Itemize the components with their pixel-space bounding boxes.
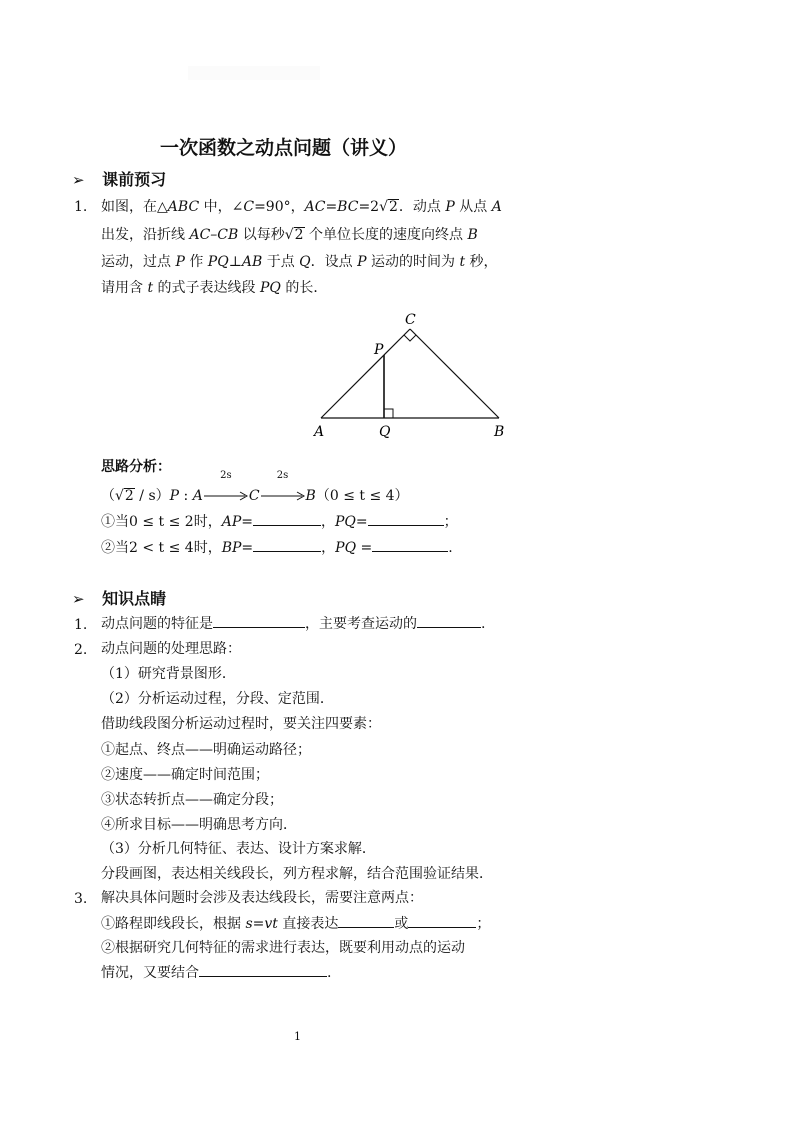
segment-ac: AC [304,199,326,215]
segment-ap: AP [221,514,242,530]
knowledge-2-step-1: （1）研究背景图形． [101,666,236,682]
route-arrow-2 [260,470,306,509]
radicand: 2 [389,199,398,215]
knowledge-2-element-3: ③状态转折点——确定分段； [101,792,283,808]
perp-symbol: ⊥ [228,254,242,270]
header-placeholder [188,66,320,80]
label-q: Q [379,424,391,440]
label-c: C [405,312,416,328]
segment-pq: PQ [260,280,281,296]
arrow-label: 2s [220,470,232,481]
text: = [241,514,253,530]
analysis-case-1 [101,509,458,535]
text: =90°， [254,199,305,215]
analysis-route [101,470,409,509]
point-b: B [467,227,478,243]
text: 出发，沿折线 [101,227,190,243]
answer-blank[interactable] [417,612,481,628]
answer-blank[interactable] [368,510,444,526]
route-arrow-1 [203,470,249,509]
arrow-label: 2s [276,470,289,481]
knowledge-3-point-2a: ②根据研究几何特征的需求进行表达，既要利用动点的运动 [101,940,465,956]
text: : [179,488,193,504]
radical-icon: √ [115,488,124,504]
knowledge-2-step-2b: 借助线段图分析运动过程时，要关注四要素： [101,716,381,732]
text: ①路程即线段长，根据 [101,916,246,932]
text: ①当0 ≤ t ≤ 2时， [101,514,222,530]
variable-t: t [147,280,154,296]
text: 直接表达 [277,916,339,932]
segment-bp: BP [221,540,242,556]
answer-blank[interactable] [338,912,394,928]
label-a: A [314,424,325,440]
text: =2 [358,199,380,215]
knowledge-2-step-2: （2）分析运动过程，分段、定范围． [101,691,334,707]
problem-1-line-2 [101,222,478,248]
right-angle-mark-c [404,335,416,341]
point-c: C [248,488,260,504]
knowledge-2-step-3: （3）分析几何特征、表达、设计方案求解． [101,841,376,857]
text: . [327,965,332,981]
text: . [481,616,486,632]
segment-bc: BC [337,199,359,215]
arrow-bullet-icon: ➢ [72,171,85,189]
text: 以每秒 [238,227,285,243]
triangle-name: ABC [167,199,200,215]
analysis-case-2 [101,535,453,561]
knowledge-2-element-2: ②速度——确定时间范围； [101,767,269,783]
text: = [356,540,373,556]
side-cb [410,329,499,418]
page-number: 1 [294,1030,301,1043]
answer-blank[interactable] [199,961,327,977]
time-range: （0 ≤ t ≤ 4） [315,488,409,504]
text: 作 [184,254,208,270]
answer-blank[interactable] [408,912,476,928]
knowledge-3-point-1 [101,911,490,937]
segment-pq: PQ [335,540,357,556]
point-p: P [169,488,180,504]
text: 于点 [262,254,300,270]
label-b: B [494,424,505,440]
section-1-heading [72,167,166,190]
text: ．动点 [398,199,446,215]
text: 情况，又要结合 [101,965,199,981]
text: ； [476,916,491,932]
point-p: P [445,199,455,215]
answer-blank[interactable] [213,612,305,628]
problem-1-line-4 [101,275,327,301]
point-p: P [357,254,367,270]
formula: s=vt [245,916,278,932]
radicand: 2 [294,227,304,243]
knowledge-3-point-2b [101,960,331,986]
text: 如图，在△ [101,199,168,215]
segment-ab: AB [241,254,263,270]
segment-pq: PQ [334,514,356,530]
text: ②当2 < t ≤ 4时， [101,540,222,556]
analysis-heading: 思路分析： [101,459,171,475]
knowledge-2-element-4: ④所求目标——明确思考方向． [101,817,297,833]
text: ．设点 [310,254,358,270]
knowledge-3-number: 3. [74,891,88,907]
answer-blank[interactable] [253,536,321,552]
text: 秒， [465,254,498,270]
point-a: A [192,488,203,504]
arrow-bullet-icon: ➢ [72,590,85,608]
segment-pq: PQ [207,254,229,270]
text: 动点问题的特征是 [101,616,213,632]
text: ，主要考查运动的 [305,616,417,632]
section-2-heading [72,586,166,609]
text: 的式子表达线段 [153,280,260,296]
knowledge-1-number: 1. [74,617,88,633]
problem-1-number: 1. [74,199,88,215]
text: 的长． [280,280,328,296]
text: 请用含 [101,280,148,296]
text: 从点 [454,199,492,215]
answer-blank[interactable] [253,510,321,526]
side-ac [321,329,410,418]
text: = [325,199,338,215]
triangle-diagram [300,308,520,444]
right-angle-mark-q [384,409,393,418]
path-ac-cb: AC–CB [189,227,239,243]
section-2-label: 知识点睛 [102,589,167,608]
radicand: 2 [124,488,134,504]
text: 个单位长度的速度向终点 [304,227,468,243]
answer-blank[interactable] [372,536,448,552]
knowledge-2-number: 2. [74,642,88,658]
knowledge-1-line [101,611,485,637]
text: ， [320,514,335,530]
knowledge-2-step-3b: 分段画图，表达相关线段长，列方程求解，结合范围验证结果． [101,866,493,882]
variable-t: t [459,254,466,270]
text: 运动，过点 [101,254,176,270]
text: ， [321,540,336,556]
knowledge-2-head: 动点问题的处理思路： [101,641,241,657]
text: 或 [394,916,409,932]
problem-1-line-3 [101,249,498,275]
text: （ [101,488,115,504]
text: = [355,514,368,530]
label-p: P [374,342,384,358]
point-b: B [305,488,316,504]
right-arrow-icon [260,491,306,501]
knowledge-2-element-1: ①起点、终点——明确运动路径； [101,742,311,758]
text: / s） [134,488,170,504]
problem-1-line-1 [101,194,502,220]
right-arrow-icon [203,491,249,501]
text: . [448,540,453,556]
text: 中，∠ [199,199,244,215]
angle-vertex: C [243,199,255,215]
page-title: 一次函数之动点问题（讲义） [160,137,408,159]
knowledge-3-head: 解决具体问题时会涉及表达线段长，需要注意两点： [101,890,423,906]
point-p: P [175,254,185,270]
section-1-label: 课前预习 [102,170,167,189]
text: ； [443,514,458,530]
radical-icon: √ [284,227,294,243]
point-q: Q [299,254,311,270]
text: = [241,540,254,556]
text: 运动的时间为 [366,254,460,270]
radical-icon: √ [379,199,388,215]
point-a: A [491,199,502,215]
